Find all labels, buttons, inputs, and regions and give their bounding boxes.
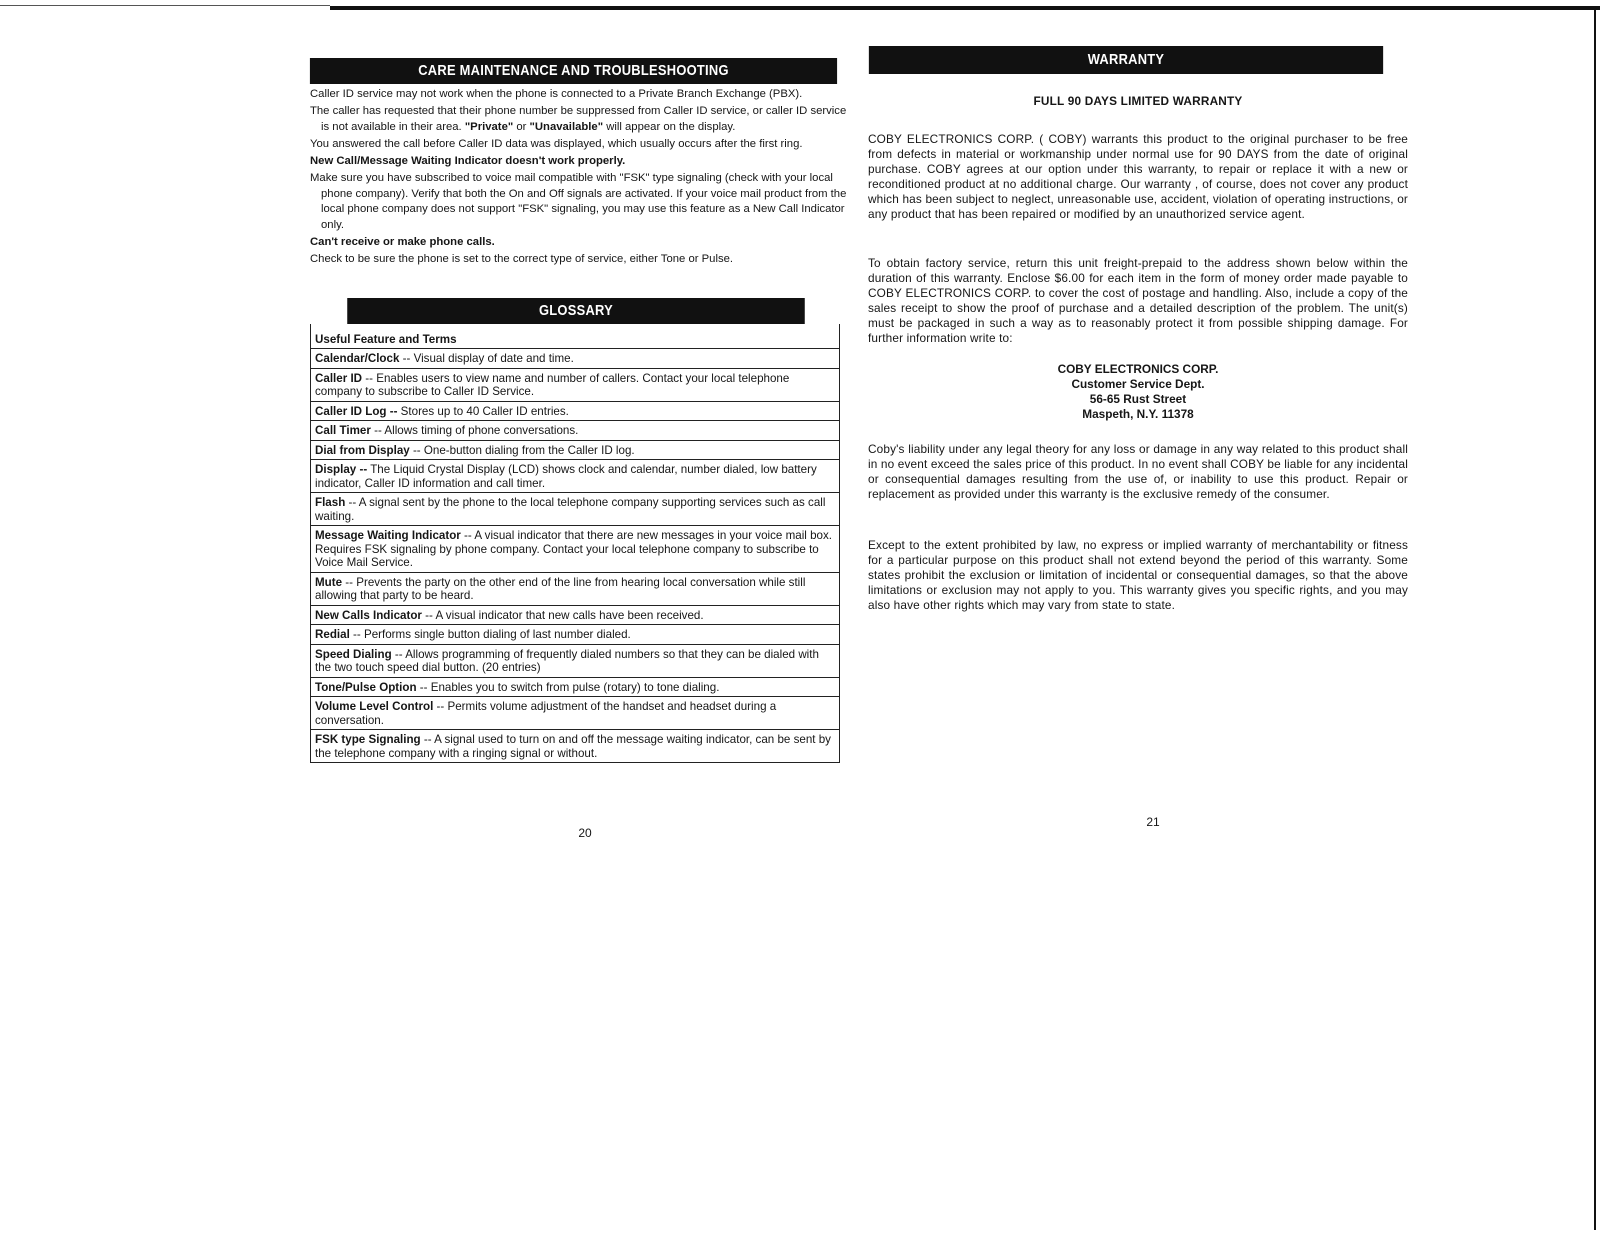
glossary-entry [311,697,840,730]
warranty-title: FULL 90 DAYS LIMITED WARRANTY [1033,94,1243,108]
glossary-term: Caller ID Log -- [315,404,398,418]
glossary-definition: -- Enables you to switch from pulse (rotary) to tone dialing. [416,680,720,694]
glossary-definition: -- A signal sent by the phone to the local telephone company supporting services such as call waiting. [315,496,826,523]
glossary-row [311,368,840,401]
warranty-header: WARRANTY [869,46,1383,74]
glossary-entry [311,572,840,605]
cant-receive-heading: Can't receive or make phone calls. [310,236,495,248]
right-page [868,46,1408,613]
troubleshooting-text [310,87,850,268]
glossary-row [311,401,840,421]
warranty-paragraph-3: Coby's liability under any legal theory for any loss or damage in any way related to this product shall in no event exceed the sales price of this product. In no event shall COBY be liable for any incidental or consequential damages resulting from the use of, or inability to use this product. Repair or replacement as provided under this warranty is the exclusive remedy of the consumer. [868,442,1408,501]
warranty-paragraph-2: To obtain factory service, return this unit freight-prepaid to the address shown below within the duration of this warranty. Enclose $6.00 for each item in the form of money order made payable to COBY ELECTRONICS CORP. to cover the cost of postage and handling. Also, include a copy of the sales receipt to show the proof of purchase and a detailed description of the problem. The unit(s) must be packaged in such a way as to reasonably protect it from possible shipping damage. For further information write to: [868,256,1408,345]
glossary-term: Volume Level Control [315,700,434,713]
glossary-term: Mute [315,575,343,589]
glossary-definition: -- A signal used to turn on and off the message waiting indicator, can be sent by the telephone company with a ringing signal or without. [315,733,831,760]
glossary-term: Caller ID [315,371,363,385]
glossary-definition: -- Visual display of date and time. [399,352,574,365]
glossary-term: Speed Dialing [315,647,392,661]
service-address [868,362,1408,422]
warranty-paragraph-1: COBY ELECTRONICS CORP. ( COBY) warrants this product to the original purchaser to be free from defects in material or workmanship under normal use for 90 DAYS from the date of original purchase. COBY agrees at our option under this warranty, to repair or replace it with a new or reconditioned product at no additional charge. Our warranty , of course, does not cover any product which has been subject to neglect, unreasonable use, accident, violation of operating instructions, or any product that has been repaired or modified by an unauthorized service agent. [868,132,1408,221]
glossary-definition: -- Enables users to view name and number of callers. Contact your local telephone company to subscribe to Caller ID Service. [315,371,790,398]
care-intro: Caller ID service may not work when the phone is connected to a Private Branch Exchange (PBX). [310,88,803,100]
glossary-definition: -- Performs single button dialing of last number dialed. [349,628,631,641]
glossary-row [311,421,840,441]
left-page [310,58,850,763]
glossary-section [310,298,840,764]
glossary-row [311,460,840,493]
glossary-term: Redial [315,628,350,641]
glossary-definition: -- Allows timing of phone conversations. [370,424,579,437]
new-call-text: Make sure you have subscribed to voice mail compatible with "FSK" type signaling (check with your local phone company). Verify that both the On and Off signals are activated. If your voice mail product from the local phone company does not support "FSK" signaling, you may use this feature as a New Call Indicator only. [310,172,847,231]
glossary-row [311,605,840,625]
glossary-term: Tone/Pulse Option [315,680,417,694]
glossary-definition: -- Allows programming of frequently dialed numbers so that they can be dialed with the two touch speed dial button. (20 entries) [315,647,819,674]
scan-edge-top [0,0,1600,12]
glossary-entry [311,460,840,493]
glossary-entry [311,440,840,460]
glossary-term: Call Timer [315,424,371,437]
care-maintenance-header: CARE MAINTENANCE AND TROUBLESHOOTING [310,58,837,84]
glossary-entry [311,421,840,441]
glossary-entry [311,644,840,677]
glossary-entry [311,625,840,645]
glossary-definition: -- A visual indicator that there are new messages in your voice mail box. Requires FSK signaling by phone company. Contact your local telephone company to subscribe to Voice Mail Service. [315,529,832,569]
cant-receive-text: Check to be sure the phone is set to the correct type of service, either Tone or Pulse. [310,253,734,265]
glossary-term: Flash [315,496,346,509]
glossary-heading-row [311,324,840,349]
warranty-paragraph-4: Except to the extent prohibited by law, no express or implied warranty of merchantability or fitness for a particular purpose on this product shall not extend beyond the period of this warranty. Some states prohibit the exclusion or limitation of incidental or consequential damages, so that the above limitations or exclusion may not apply to you. This warranty gives you specific rights, and you may also have other rights which may vary from state to state. [868,538,1408,612]
glossary-header: GLOSSARY [347,298,805,324]
glossary-entry [311,730,840,763]
glossary-table [310,324,840,764]
glossary-entry [311,677,840,697]
glossary-term: New Calls Indicator [315,608,422,622]
glossary-term: Message Waiting Indicator [315,529,461,542]
glossary-entry [311,368,840,401]
glossary-row [311,697,840,730]
care-answered: You answered the call before Caller ID data was displayed, which usually occurs after the first ring. [310,137,803,150]
glossary-entry [311,493,840,526]
glossary-definition: -- Permits volume adjustment of the handset and headset during a conversation. [315,700,777,727]
glossary-definition: -- A visual indicator that new calls have been received. [421,608,704,622]
glossary-row [311,644,840,677]
address-company: COBY ELECTRONICS CORP. [1057,362,1219,376]
glossary-definition: Stores up to 40 Caller ID entries. [397,404,569,418]
address-city: Maspeth, N.Y. 11378 [1082,407,1194,421]
glossary-definition: The Liquid Crystal Display (LCD) shows clock and calendar, number dialed, low battery indicator, Caller ID information and call timer. [315,463,817,490]
glossary-term: Dial from Display [315,443,410,457]
glossary-row [311,526,840,573]
glossary-row [311,677,840,697]
glossary-row [311,493,840,526]
glossary-entry [311,526,840,573]
new-call-heading: New Call/Message Waiting Indicator doesn't work properly. [310,155,626,167]
glossary-row [311,349,840,369]
scan-edge-right [1594,10,1596,1230]
glossary-row [311,730,840,763]
page-number-right: 21 [1146,815,1160,829]
care-suppressed: The caller has requested that their phone number be suppressed from Caller ID service, or caller ID service is not available in their area. "Private" or "Unavailable" will appear on the display. [310,105,847,133]
address-department: Customer Service Dept. [1071,377,1205,391]
glossary-term: Calendar/Clock [315,352,400,365]
glossary-term: Display -- [315,463,368,476]
glossary-row [311,440,840,460]
glossary-heading: Useful Feature and Terms [311,324,840,349]
address-street: 56-65 Rust Street [1089,392,1187,406]
glossary-definition: -- Prevents the party on the other end of the line from hearing local conversation while still allowing that party to be heard. [315,575,806,602]
glossary-row [311,625,840,645]
glossary-entry [311,605,840,625]
glossary-row [311,572,840,605]
glossary-term: FSK type Signaling [315,733,421,746]
glossary-entry [311,401,840,421]
glossary-entry [311,349,840,369]
glossary-definition: -- One-button dialing from the Caller ID log. [409,443,635,457]
page-number-left: 20 [578,826,592,840]
